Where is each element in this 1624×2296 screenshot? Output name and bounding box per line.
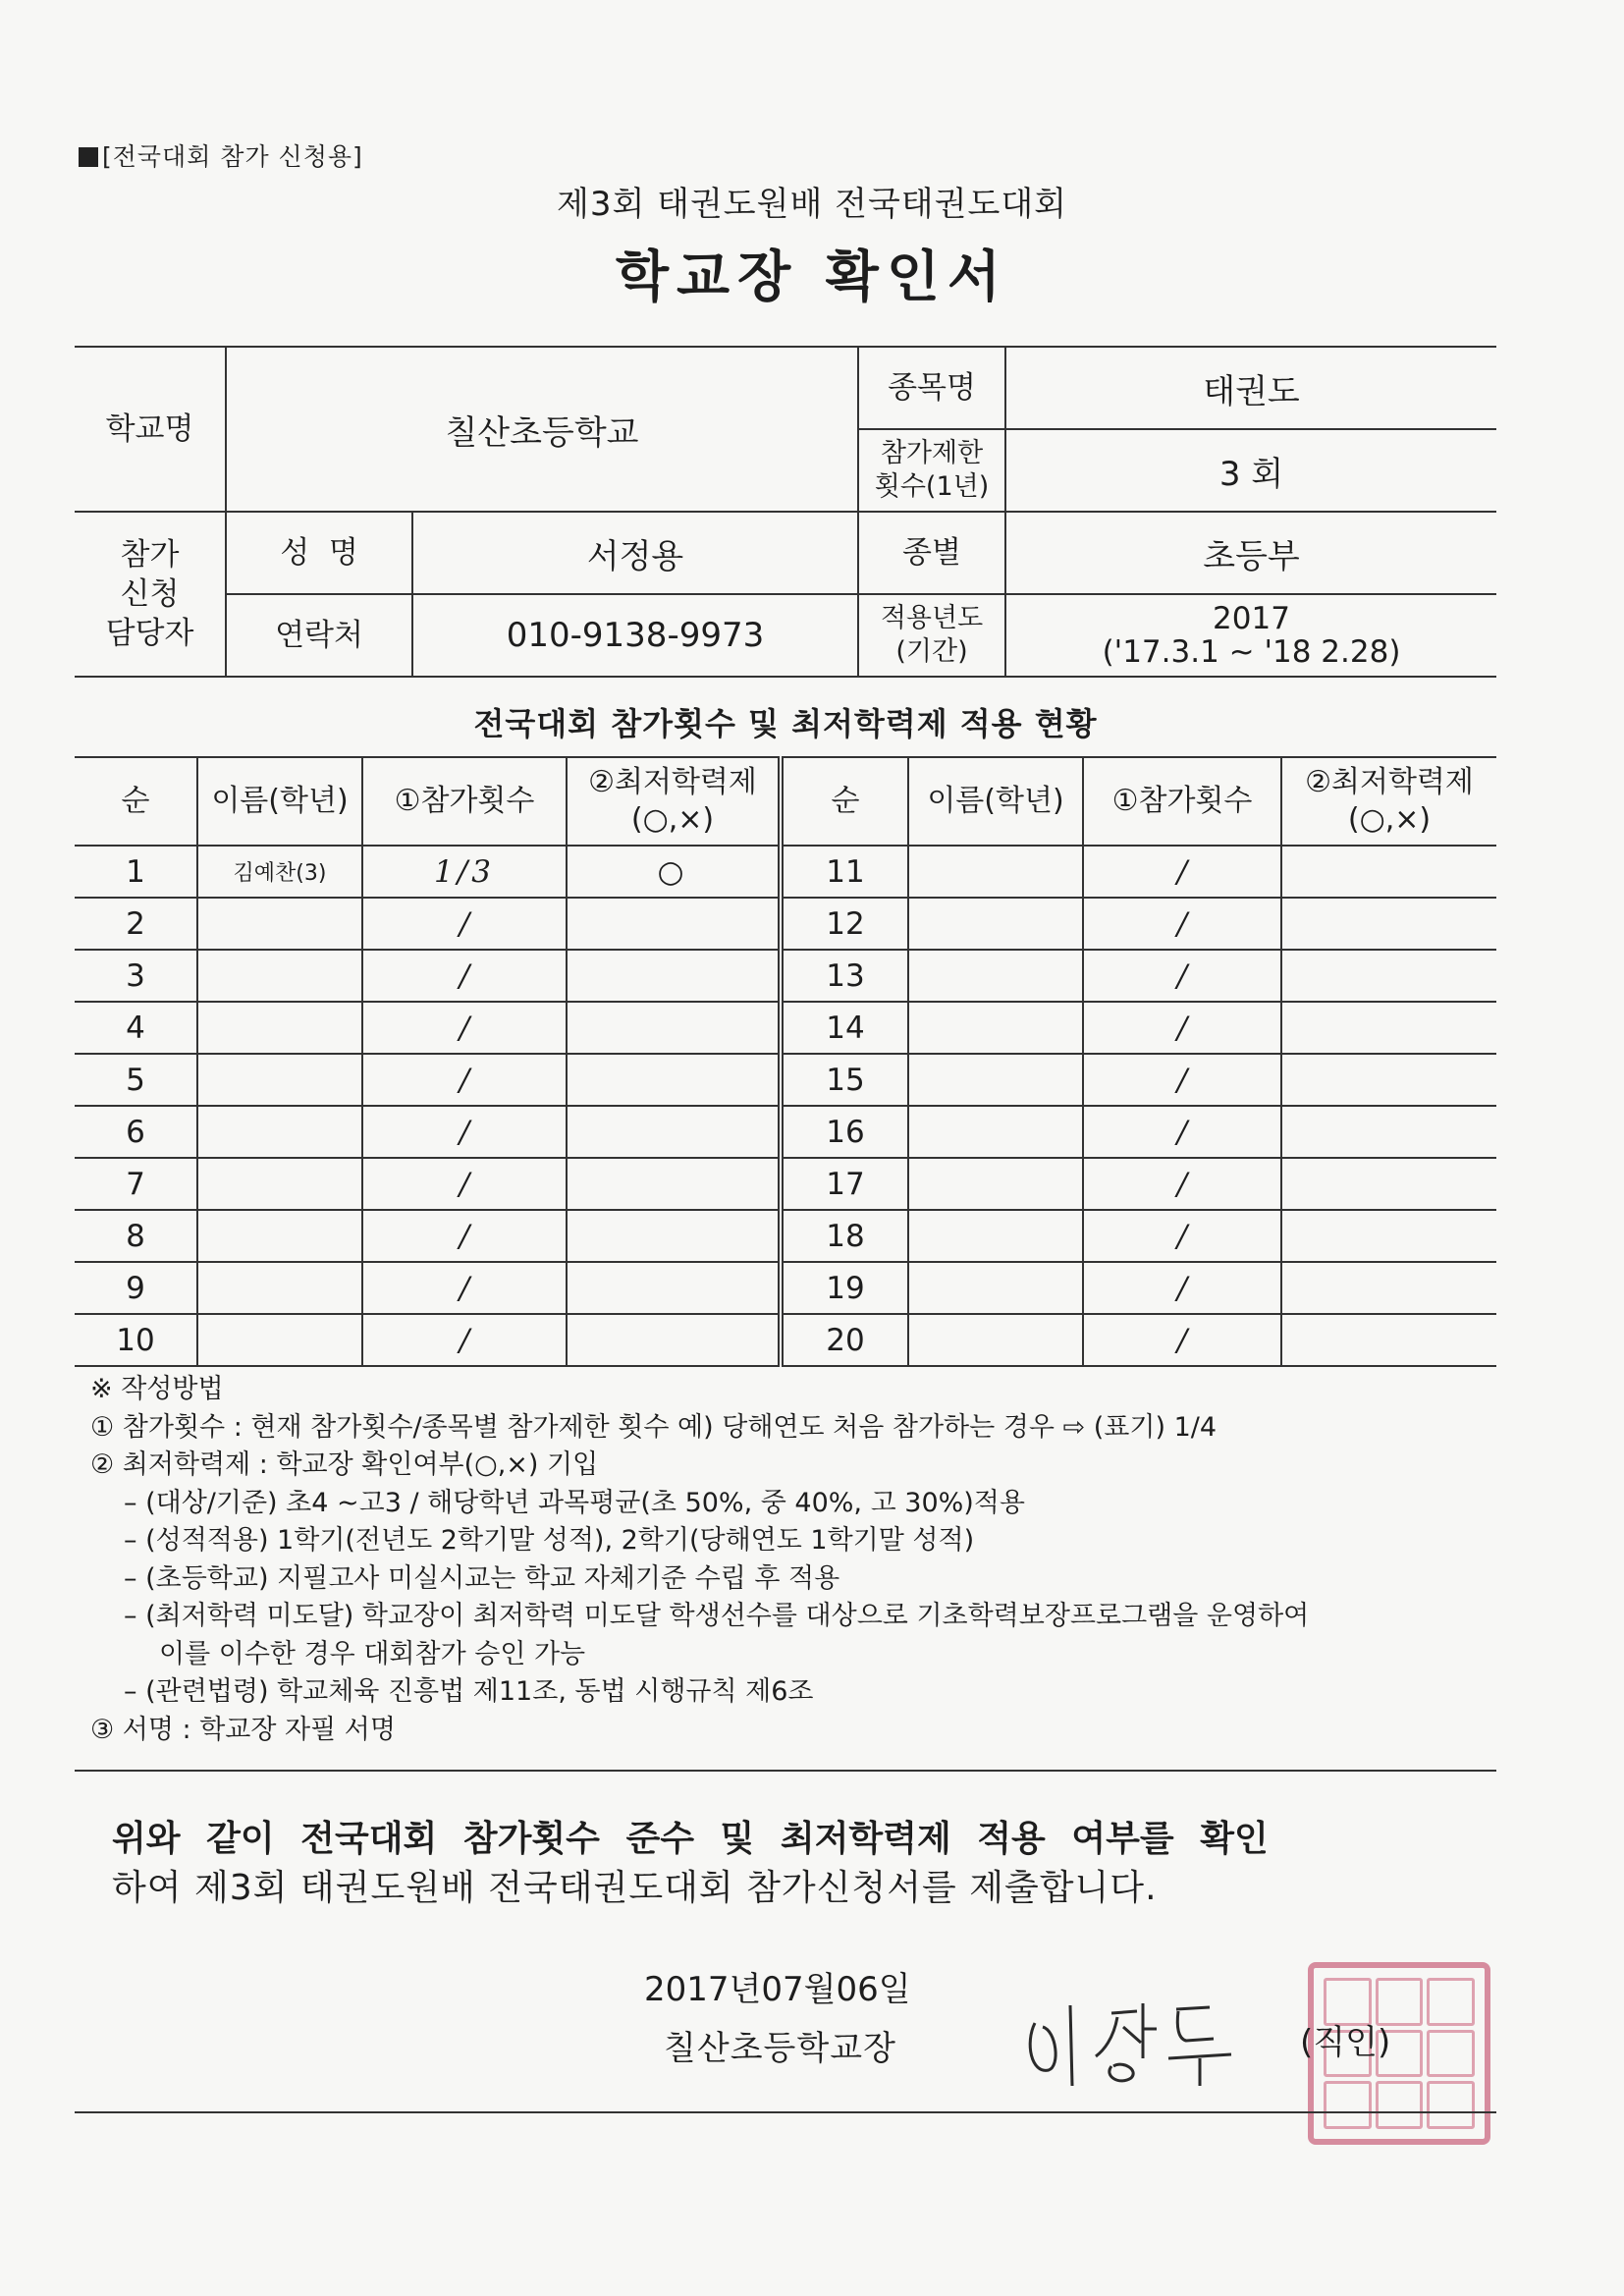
row-min-left [567, 1314, 781, 1366]
status-table [75, 756, 1496, 1367]
row-name-left [197, 1054, 362, 1106]
status-title: 전국대회 참가횟수 및 최저학력제 적용 현황 [473, 705, 1098, 742]
row-name-right [908, 1262, 1083, 1314]
row-no-right: 12 [781, 898, 908, 950]
note-line: – (성적적용) 1학기(전년도 2학기말 성적), 2학기(당해연도 1학기말 성적) [124, 1525, 975, 1556]
row-min-left [567, 898, 781, 950]
row-min-left [567, 1158, 781, 1210]
row-count-left: 1/3 [362, 846, 567, 898]
row-no-right: 15 [781, 1054, 908, 1106]
header-no: 순 [75, 757, 197, 846]
status-row [75, 898, 1496, 950]
row-min-left [567, 1262, 781, 1314]
row-count-right: / [1083, 950, 1281, 1002]
note-line: – (관련법령) 학교체육 진흥법 제11조, 동법 시행규칙 제6조 [124, 1676, 814, 1707]
row-min-left [567, 1210, 781, 1262]
row-no-right: 19 [781, 1262, 908, 1314]
row-name-left [197, 1106, 362, 1158]
note-line: ③ 서명 : 학교장 자필 서명 [90, 1714, 396, 1745]
status-row [75, 1054, 1496, 1106]
row-name-right [908, 1106, 1083, 1158]
header-no: 순 [781, 757, 908, 846]
status-row [75, 1262, 1496, 1314]
header-name: 이름(학년) [197, 757, 362, 846]
row-no-left: 1 [75, 846, 197, 898]
row-name-left [197, 1158, 362, 1210]
header-name: 이름(학년) [908, 757, 1083, 846]
row-count-right: / [1083, 1054, 1281, 1106]
limit-value: 3 회 [1005, 429, 1496, 512]
row-count-left: / [362, 1106, 567, 1158]
limit-label: 참가제한 횟수(1년) [858, 429, 1005, 512]
row-name-right [908, 1054, 1083, 1106]
row-min-left: ○ [567, 846, 781, 898]
row-no-left: 3 [75, 950, 197, 1002]
row-name-right [908, 1002, 1083, 1054]
note-line: ① 참가횟수 : 현재 참가횟수/종목별 참가제한 횟수 예) 당해연도 처음 참가하는 경우 ⇨ (표기) 1/4 [90, 1411, 1218, 1443]
row-name-left [197, 898, 362, 950]
header-min: ②최저학력제 (○,×) [1281, 757, 1496, 846]
name-value: 서정용 [412, 512, 858, 594]
document-subtitle: 제3회 태권도원배 전국태권도대회 [556, 185, 1068, 224]
row-name-left [197, 1002, 362, 1054]
header-min: ②최저학력제 (○,×) [567, 757, 781, 846]
header-count: ①참가횟수 [362, 757, 567, 846]
writing-instructions [90, 1371, 1514, 1749]
form-tag [79, 137, 363, 173]
row-no-left: 5 [75, 1054, 197, 1106]
note-line: ※ 작성방법 [90, 1374, 224, 1404]
info-table [75, 346, 1496, 678]
row-no-right: 13 [781, 950, 908, 1002]
row-no-left: 7 [75, 1158, 197, 1210]
event-value: 태권도 [1005, 347, 1496, 429]
row-min-right [1281, 1210, 1496, 1262]
divider [75, 1770, 1496, 1772]
header-count: ①참가횟수 [1083, 757, 1281, 846]
row-count-right: / [1083, 1002, 1281, 1054]
row-no-left: 9 [75, 1262, 197, 1314]
row-min-right [1281, 1158, 1496, 1210]
row-count-right: / [1083, 1314, 1281, 1366]
note-line: – (대상/기준) 초4 ~고3 / 해당학년 과목평균(초 50%, 중 40%, 고 30%)적용 [124, 1487, 1025, 1518]
declaration-line-2: 하여 제3회 태권도원배 전국태권도대회 참가신청서를 제출합니다. [112, 1868, 1158, 1908]
row-name-right [908, 846, 1083, 898]
status-row [75, 1314, 1496, 1366]
row-min-left [567, 950, 781, 1002]
row-no-left: 4 [75, 1002, 197, 1054]
school-value: 칠산초등학교 [226, 347, 858, 512]
row-name-right [908, 1314, 1083, 1366]
row-count-left: / [362, 1314, 567, 1366]
row-name-left: 김예찬(3) [197, 846, 362, 898]
row-min-right [1281, 1002, 1496, 1054]
row-count-left: / [362, 1054, 567, 1106]
row-count-left: / [362, 950, 567, 1002]
bottom-divider [75, 2111, 1496, 2113]
row-count-right: / [1083, 1262, 1281, 1314]
principal-title: 칠산초등학교장 [664, 2029, 896, 2068]
row-no-left: 6 [75, 1106, 197, 1158]
note-line: – (최저학력 미도달) 학교장이 최저학력 미도달 학생선수를 대상으로 기초학력보장프로그램을 운영하여 [124, 1601, 1310, 1631]
row-count-left: / [362, 1210, 567, 1262]
date: 2017년07월06일 [644, 1970, 911, 2009]
event-label: 종목명 [858, 347, 1005, 429]
row-min-right [1281, 950, 1496, 1002]
row-name-right [908, 1158, 1083, 1210]
note-line: 이를 이수한 경우 대회참가 승인 가능 [159, 1638, 586, 1669]
row-min-right [1281, 1106, 1496, 1158]
row-no-right: 17 [781, 1158, 908, 1210]
row-min-right [1281, 1262, 1496, 1314]
status-row [75, 950, 1496, 1002]
school-label: 학교명 [75, 347, 226, 512]
year-value: 2017 ('17.3.1 ~ '18 2.28) [1005, 594, 1496, 677]
row-no-left: 2 [75, 898, 197, 950]
row-count-right: / [1083, 1106, 1281, 1158]
manager-label: 참가 신청 담당자 [75, 512, 226, 677]
row-min-right [1281, 846, 1496, 898]
row-no-right: 11 [781, 846, 908, 898]
status-row [75, 1002, 1496, 1054]
row-count-left: / [362, 1158, 567, 1210]
row-name-right [908, 1210, 1083, 1262]
row-count-left: / [362, 1262, 567, 1314]
row-min-left [567, 1002, 781, 1054]
row-name-left [197, 1314, 362, 1366]
row-name-right [908, 950, 1083, 1002]
status-row [75, 1106, 1496, 1158]
row-no-right: 14 [781, 1002, 908, 1054]
row-min-right [1281, 1054, 1496, 1106]
status-row [75, 1158, 1496, 1210]
form-tag-text: [전국대회 참가 신청용] [102, 142, 363, 171]
row-name-left [197, 1210, 362, 1262]
contact-label: 연락처 [226, 594, 412, 677]
row-count-left: / [362, 898, 567, 950]
row-no-right: 20 [781, 1314, 908, 1366]
row-no-right: 18 [781, 1210, 908, 1262]
note-line: – (초등학교) 지필고사 미실시교는 학교 자체기준 수립 후 적용 [124, 1562, 840, 1594]
seal-label: (직인) [1300, 2023, 1391, 2062]
status-header-row [75, 757, 1496, 846]
row-no-right: 16 [781, 1106, 908, 1158]
name-label: 성 명 [226, 512, 412, 594]
contact-value: 010-9138-9973 [412, 594, 858, 677]
row-no-left: 10 [75, 1314, 197, 1366]
division-label: 종별 [858, 512, 1005, 594]
row-count-right: / [1083, 898, 1281, 950]
row-no-left: 8 [75, 1210, 197, 1262]
division-value: 초등부 [1005, 512, 1496, 594]
row-count-right: / [1083, 846, 1281, 898]
row-min-left [567, 1054, 781, 1106]
row-count-right: / [1083, 1210, 1281, 1262]
row-count-right: / [1083, 1158, 1281, 1210]
declaration-line-1: 위와 같이 전국대회 참가횟수 준수 및 최저학력제 적용 여부를 확인 [112, 1819, 1269, 1859]
status-row [75, 1210, 1496, 1262]
row-min-right [1281, 898, 1496, 950]
note-line: ② 최저학력제 : 학교장 확인여부(○,×) 기입 [90, 1449, 599, 1480]
document-title: 학교장 확인서 [615, 246, 1009, 309]
row-name-left [197, 950, 362, 1002]
row-min-left [567, 1106, 781, 1158]
row-name-left [197, 1262, 362, 1314]
row-count-left: / [362, 1002, 567, 1054]
square-bullet-icon [79, 147, 98, 167]
handwritten-signature [1021, 1984, 1257, 2092]
row-name-right [908, 898, 1083, 950]
status-row [75, 846, 1496, 898]
year-label: 적용년도 (기간) [858, 594, 1005, 677]
row-min-right [1281, 1314, 1496, 1366]
